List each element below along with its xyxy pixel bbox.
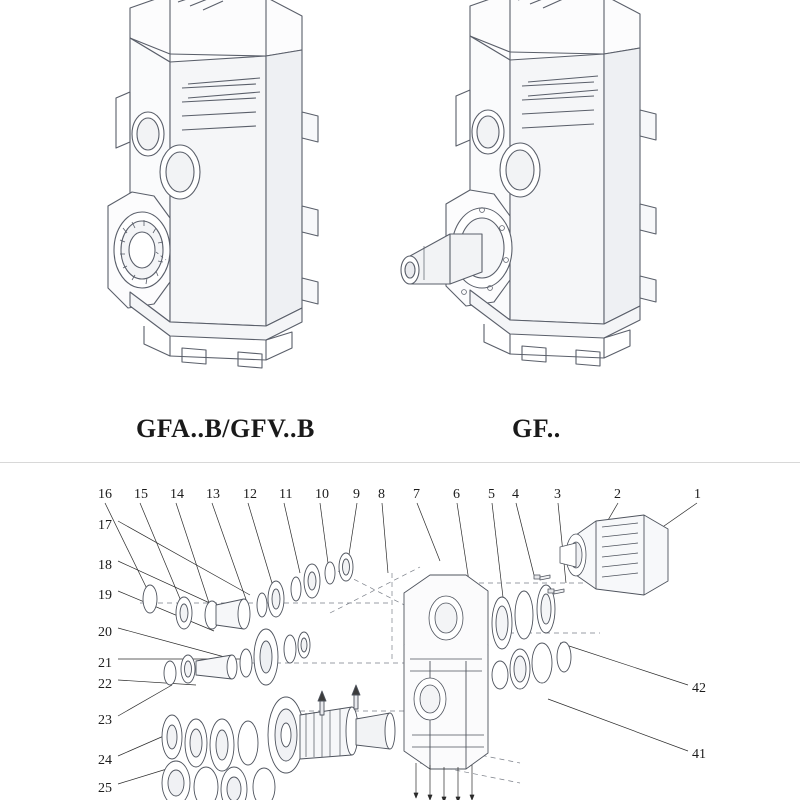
callout-1: 1 <box>694 487 701 502</box>
exploded-diagram <box>0 463 800 800</box>
callout-17: 17 <box>98 518 112 533</box>
callout-13: 13 <box>206 487 220 502</box>
callout-22: 22 <box>98 677 112 692</box>
exploded-region <box>0 463 800 800</box>
callout-9: 9 <box>353 487 360 502</box>
gearbox-hollow-shaft-view <box>70 0 370 402</box>
callout-16: 16 <box>98 487 112 502</box>
callout-12: 12 <box>243 487 257 502</box>
callout-8: 8 <box>378 487 385 502</box>
callout-41: 41 <box>692 747 706 762</box>
callout-6: 6 <box>453 487 460 502</box>
callout-7: 7 <box>413 487 420 502</box>
callout-23: 23 <box>98 713 112 728</box>
callout-21: 21 <box>98 656 112 671</box>
callout-15: 15 <box>134 487 148 502</box>
callout-20: 20 <box>98 625 112 640</box>
callout-24: 24 <box>98 753 112 768</box>
caption-left: GFA..B/GFV..B <box>136 414 315 443</box>
callout-19: 19 <box>98 588 112 603</box>
callout-42: 42 <box>692 681 706 696</box>
callout-4: 4 <box>512 487 519 502</box>
callout-2: 2 <box>614 487 621 502</box>
caption-right: GF.. <box>512 414 561 443</box>
callout-18: 18 <box>98 558 112 573</box>
callout-3: 3 <box>554 487 561 502</box>
callout-14: 14 <box>170 487 184 502</box>
callout-10: 10 <box>315 487 329 502</box>
callout-5: 5 <box>488 487 495 502</box>
gearbox-solid-shaft-view <box>390 0 700 408</box>
callout-11: 11 <box>279 487 293 502</box>
callout-25: 25 <box>98 781 112 796</box>
